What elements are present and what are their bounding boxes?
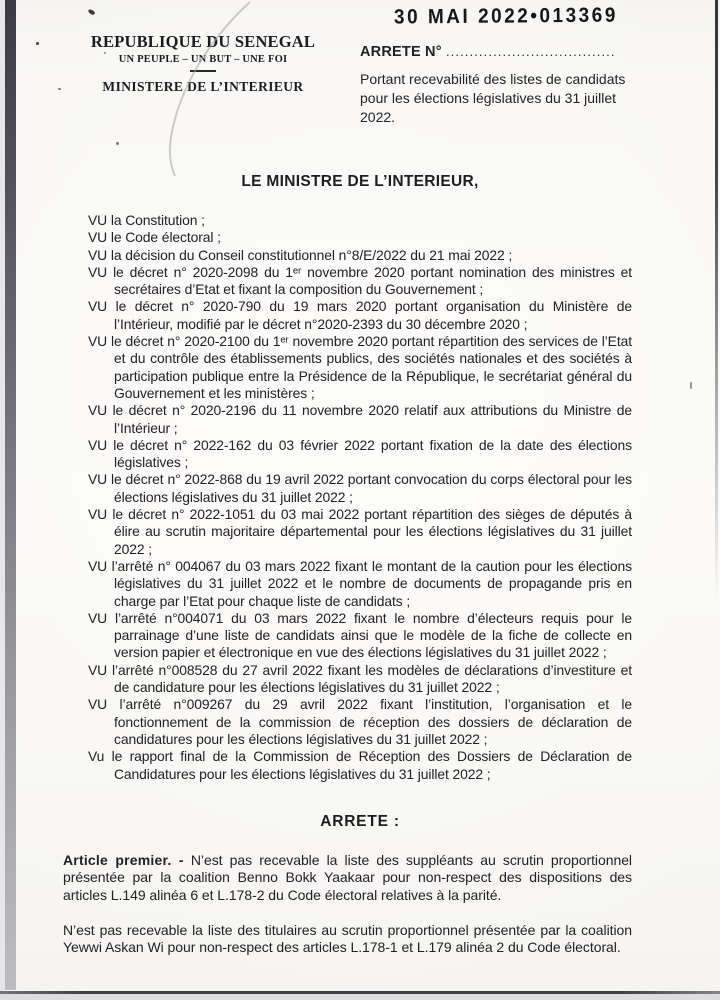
- ink-speck: [104, 52, 106, 54]
- ink-speck: [116, 142, 119, 145]
- recital-item: [88, 247, 632, 264]
- decree-subject: Portant recevabilité des listes de candidats pour les élections législatives du 31 juillet 2022.: [360, 71, 626, 125]
- recital-text: le décret n° 2022-868 du 19 avril 2022 portant convocation du corps électoral pour les élections législatives du 31 juillet 2022 ;: [111, 471, 632, 505]
- recital-item: [88, 748, 632, 783]
- recital-text: l’arrêté n°009267 du 29 avril 2022 fixant l’institution, l’organisation et le fonctionnement de la commission de réception des dossiers de déclaration de candidatures pour les élections législatives du 31 juillet 2022 ;: [114, 696, 632, 747]
- scan-bottom-margin: [0, 994, 720, 1000]
- recital-item: [88, 662, 632, 697]
- recital-text: le Code électoral ;: [110, 229, 221, 246]
- recital-text: le décret n° 2020-2196 du 11 novembre 2020 relatif aux attributions du Ministre de l’Intérieur ;: [112, 402, 632, 436]
- recital-text: le décret n° 2020-2100 du 1ᵉʳ novembre 2020 portant répartition des services de l’Etat et du contrôle des établissements publics, des sociétés nationales et des sociétés à participation publique entre la Présidence de la République, le secrétariat général du Gouvernement et les ministères ;: [110, 333, 632, 401]
- recital-label: VU: [88, 696, 108, 713]
- recital-item: [88, 610, 632, 662]
- recital-item: [88, 471, 632, 506]
- recital-label: VU: [88, 661, 108, 678]
- recital-item: [88, 402, 632, 437]
- national-motto: UN PEUPLE – UN BUT – UNE FOI: [118, 54, 288, 65]
- ink-speck: [36, 42, 39, 45]
- article-1-paragraph: [63, 852, 632, 905]
- republic-title: REPUBLIQUE DU SENEGAL: [90, 32, 316, 51]
- recital-item: [88, 696, 632, 748]
- recital-item: [88, 229, 632, 246]
- recital-item: [88, 506, 632, 558]
- article-2-paragraph: [63, 922, 632, 957]
- recital-text: le décret n° 2022-162 du 03 février 2022 portant fixation de la date des élections législatives ;: [113, 436, 632, 471]
- scan-right-edge-line: [715, 0, 718, 600]
- recital-item: [88, 212, 632, 229]
- recital-text: le décret n° 2020-2098 du 1ᵉʳ novembre 2020 portant nomination des ministres et secrétaires d’Etat et fixant la composition du Gouvernement ;: [113, 263, 632, 298]
- recital-text: le décret n° 2020-790 du 19 mars 2020 portant organisation du Ministère de l’Intérieur, modifié par le décret n°2020-2393 du 30 décembre 2020 ;: [114, 298, 632, 332]
- recital-text: la Constitution ;: [110, 212, 205, 228]
- document-title: LE MINISTRE DE L’INTERIEUR,: [241, 173, 479, 190]
- recital-label: Vu: [88, 748, 105, 765]
- article-2-text: N’est pas recevable la liste des titulaires au scrutin proportionnel présentée par la coalition Yewwi Askan Wi pour non-respect des articles L.178-1 et L.179 alinéa 2 du Code électoral.: [63, 921, 632, 956]
- recital-label: VU: [88, 557, 108, 574]
- date-registration-stamp: 30 MAI 2022•013369: [393, 4, 618, 29]
- enacting-heading: ARRETE :: [320, 812, 400, 830]
- recital-item: [88, 558, 632, 610]
- ministry-name: MINISTERE DE L’INTERIEUR: [102, 79, 304, 94]
- recital-label: VU: [88, 333, 108, 350]
- recital-label: VU: [88, 609, 108, 626]
- decree-number-label: ARRETE N°: [360, 44, 442, 60]
- recital-label: VU: [88, 436, 108, 453]
- recital-label: VU: [88, 263, 108, 280]
- decree-number-dotted-line: ....................................: [445, 44, 616, 59]
- article-1-text: N’est pas recevable la liste des suppléants au scrutin proportionnel présentée par la coalition Benno Bokk Yaakaar pour non-respect des dispositions des articles L.149 alinéa 6 et L.178-2 du Code électoral relatives à la parité.: [63, 851, 632, 903]
- recital-text: la décision du Conseil constitutionnel n°8/E/2022 du 21 mai 2022 ;: [110, 246, 513, 263]
- recital-label: VU: [88, 471, 108, 488]
- recital-label: VU: [88, 246, 108, 263]
- recital-item: [88, 264, 632, 299]
- recital-label: VU: [88, 229, 108, 246]
- recital-label: VU: [88, 212, 108, 228]
- decree-reference-block: [360, 32, 640, 127]
- recital-text: l’arrêté n°004071 du 03 mars 2022 fixant le nombre d’électeurs requis pour le parrainage d’une liste de candidats ainsi que le modèle de la fiche de collecte en version papier et électronique en vue des élections législatives du 31 juillet 2022 ;: [114, 609, 632, 661]
- recitals-list: [0, 212, 720, 783]
- recital-text: l’arrêté n°008528 du 27 avril 2022 fixant les modèles de déclarations d’investiture et de candidature pour les élections législatives du 31 juillet 2022 ;: [112, 661, 633, 696]
- recital-text: le rapport final de la Commission de Réception des Dossiers de Déclaration de Candidatures pour les élections législatives du 31 juillet 2022 ;: [111, 748, 632, 782]
- recital-text: le décret n° 2022-1051 du 03 mai 2022 portant répartition des sièges de députés à élire au scrutin majoritaire départemental pour les élections législatives du 31 juillet 2022 ;: [112, 506, 632, 557]
- recital-label: VU: [88, 298, 108, 315]
- recital-item: [88, 333, 632, 402]
- pen-scribble-artifact: [55, 0, 265, 190]
- recital-label: VU: [88, 402, 108, 419]
- scan-left-edge-shadow: [5, 0, 16, 990]
- recital-item: [88, 298, 632, 333]
- recital-text: l’arrêté n° 004067 du 03 mars 2022 fixant le montant de la caution pour les élections législatives du 31 juillet 2022 et le nombre de documents de propagande pris en charge par l’Etat pour chaque liste de candidats ;: [111, 557, 632, 609]
- decree-number-line: [360, 44, 640, 60]
- ink-speck: [690, 382, 692, 389]
- recital-label: VU: [88, 506, 108, 523]
- article-1-lead: Article premier. -: [63, 851, 184, 868]
- recital-item: [88, 437, 632, 472]
- ink-speck: [58, 88, 61, 90]
